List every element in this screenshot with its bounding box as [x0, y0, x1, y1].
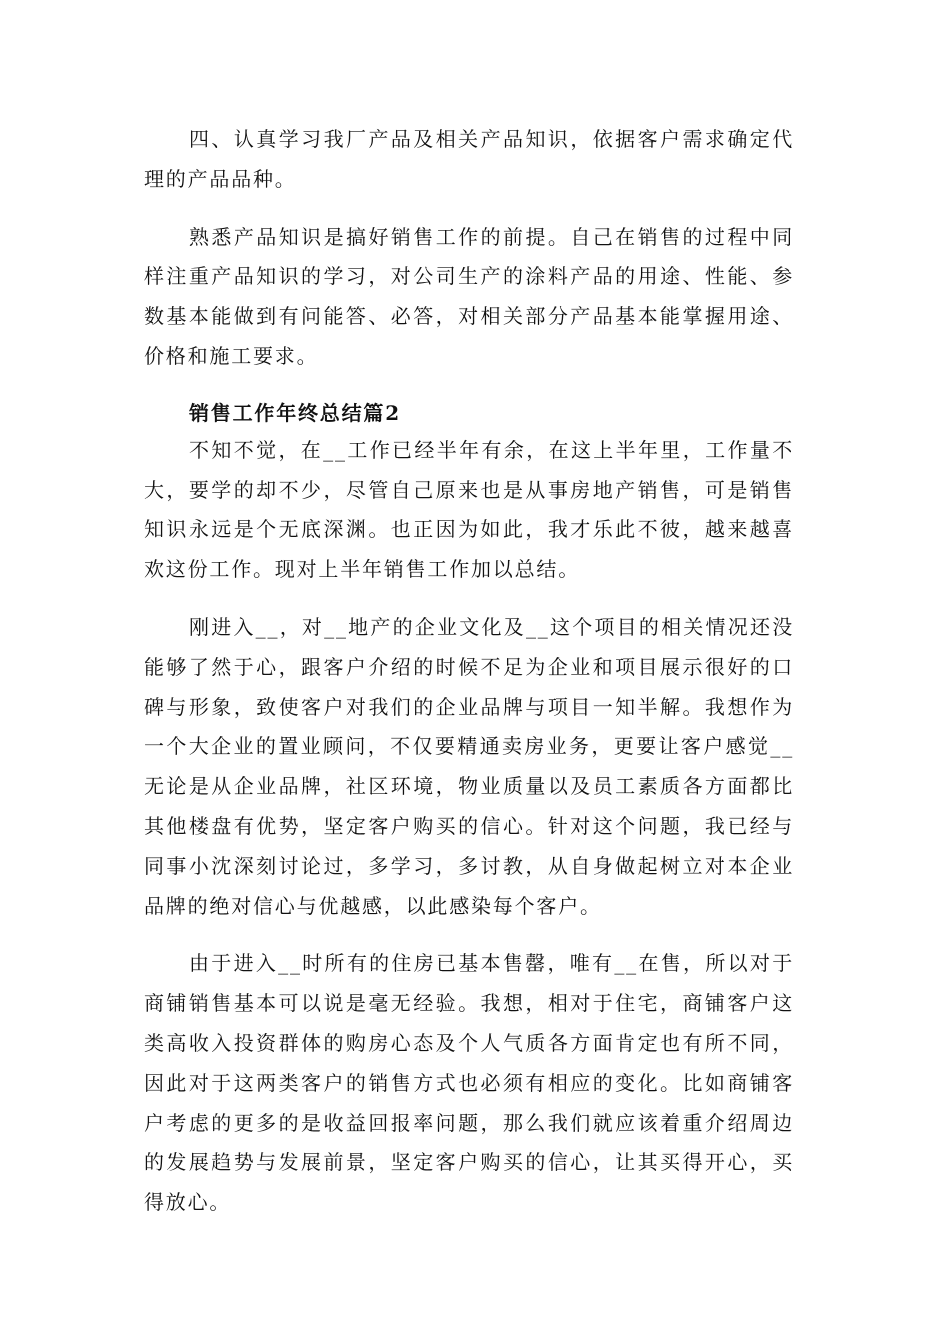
paragraph-intro: 不知不觉，在__工作已经半年有余，在这上半年里，工作量不大，要学的却不少，尽管自己原来也是从事房地产销售，可是销售知识永远是个无底深渊。也正因为如此，我才乐此不彼，越来越喜欢这份工作。现对上半年销售工作加以总结。 [144, 437, 794, 582]
paragraph-brand-confidence: 刚进入__，对__地产的企业文化及__这个项目的相关情况还没能够了然于心，跟客户介绍的时候不足为企业和项目展示很好的口碑与形象，致使客户对我们的企业品牌与项目一知半解。我想作为一个大企业的置业顾问，不仅要精通卖房业务，更要让客户感觉__无论是从企业品牌，社区环境，物业质量以及员工素质各方面都比其他楼盘有优势，坚定客户购买的信心。针对这个问题，我已经与同事小沈深刻讨论过，多学习，多讨教，从自身做起树立对本企业品牌的绝对信心与优越感，以此感染每个客户。 [144, 614, 794, 918]
document-page [144, 120, 794, 1223]
section-heading: 销售工作年终总结篇2 [189, 400, 401, 425]
paragraph-shop-sales: 由于进入__时所有的住房已基本售罄，唯有__在售，所以对于商铺销售基本可以说是毫无经验。我想，相对于住宅，商铺客户这类高收入投资群体的购房心态及个人气质各方面肯定也有所不同，因此对于这两类客户的销售方式也必须有相应的变化。比如商铺客户考虑的更多的是收益回报率问题，那么我们就应该着重介绍周边的发展趋势与发展前景，坚定客户购买的信心，让其买得开心，买得放心。 [144, 951, 794, 1215]
paragraph-product-knowledge-heading: 四、认真学习我厂产品及相关产品知识，依据客户需求确定代理的产品品种。 [144, 127, 794, 191]
paragraph-product-knowledge: 熟悉产品知识是搞好销售工作的前提。自己在销售的过程中同样注重产品知识的学习，对公司生产的涂料产品的用途、性能、参数基本能做到有问能答、必答，对相关部分产品基本能掌握用途、价格和施工要求。 [144, 224, 794, 368]
